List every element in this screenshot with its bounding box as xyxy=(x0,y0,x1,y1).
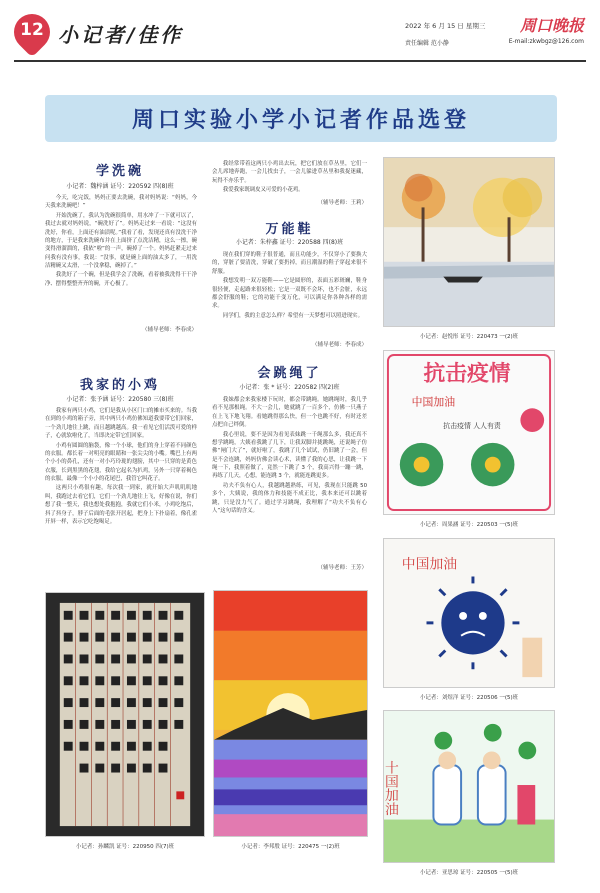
picture-caption: 小记者：李邦殷 证号：220475 一(2)班 xyxy=(241,844,340,850)
issue-date: 2022 年 6 月 15 日 星期三 xyxy=(405,22,486,30)
editor-credit: 责任编辑 范小静 xyxy=(405,40,449,47)
article-byline: 小记者：朱梓鑫 证号：220588 四(8)班 xyxy=(235,239,344,246)
article-paragraph: 我妹都会来我家楼下玩时，都会带跳绳。她跳绳时，我几乎看不见那根绳。不大一会儿，她就跳了一百多个，仿佛一只燕子在上飞下地飞翔。看她跳得那么快，但一个也跳不好，有时还差点把自己绊倒。 xyxy=(212,397,367,429)
sunset-painting xyxy=(213,590,368,837)
calligraphy-artwork xyxy=(45,592,205,837)
article-paragraph: 这两只小鸡很有趣，每次我一到家，就开始大声叽叽叽地叫，我跑过去看它们，它们一个劲儿地往上飞，好像在说，你们想了我一整天，我也想处我抱抱，我就它们小米，小鸡吃饱后，抖了抖身子，脖子后面的毛张开居起，把身上下扑扇着，像孔雀开屏一样，表示它吃饱喝足。 xyxy=(45,485,197,525)
article-byline: 小记者：张 * 证号：220582 四(2)班 xyxy=(239,384,340,391)
article-paragraph: 我心里说，要不是因为看见表妹跳一千绳那么多，我还真不想学跳绳，大姨看我跳了几下，让我双脚并拢跳绳，还说绳子仿佛“闸门大了”，就好啦了，我跳了几个试试，仍旧跳了一会，但是不会连跳，妈妈仿佛会读心术，读懂了我的心思，让我跳一下绳一下，我照着做了，竟然一下跳了 3 个，我高兴得一蹦一跳，再练了几天，心想，能连跳 3 个，就能连跳更多。 xyxy=(212,431,367,480)
article-body xyxy=(212,251,367,327)
article-byline: 小记者：张予涵 证号：220580 三(8)班 xyxy=(66,396,174,403)
drawing-slogan: 中国加油 xyxy=(401,556,458,573)
article-body xyxy=(45,194,197,312)
article-teacher: （辅导老师：王莉） xyxy=(317,200,367,206)
article-paragraph: 功夫不负有心人，我越跳越熟练，可见，我现在只能跳 50 多个，大姨说，我的体力和技能不成正比，我本来还可以跳着跳，只是没力气了。通过学习跳绳，我理解了“功夫不负有心人”这句话的含义。 xyxy=(212,482,367,514)
contact-email: E-mail:zkwbgz@126.com xyxy=(508,38,584,45)
banner-title: 周口实验小学小记者作品选登 xyxy=(131,107,470,133)
article-paragraph: 今天，吃完饭，妈妈正要去洗碗，我对妈妈说：“妈妈，今天我来洗碗吧！” xyxy=(45,195,197,210)
article-body xyxy=(45,407,197,575)
article-paragraph: 现在我们穿的鞋子很普通，而且功能少，不仅穿小了要换大的，穿脏了要清洗，穿破了要扔掉，而且潮湿的鞋子穿起来很不舒服。 xyxy=(212,252,367,275)
page-number-badge xyxy=(14,14,50,56)
anti-epidemic-poster xyxy=(383,350,555,515)
picture-caption: 小记者：刘煜洋 证号：220506 一(5)班 xyxy=(419,695,519,701)
poster-slogan: 中国加油 xyxy=(411,395,456,409)
poster-title: 抗击疫情 xyxy=(423,361,511,387)
picture-caption: 小记者：赵悦彤 证号：220473 一(2)班 xyxy=(419,334,519,340)
article-paragraph: 我经常带着这两只小鸡出去玩，把它们放在草丛里，它们一会儿席地奔跑，一会儿找虫子，一会儿躲进草丛里和我捉迷藏，玩得不亦乐乎。 xyxy=(212,161,367,184)
article-body-continued xyxy=(212,160,367,194)
picture-caption: 小记者：孙麟凯 证号：220950 四(7)班 xyxy=(75,844,175,850)
drawing-slogan: 十国加油 xyxy=(381,760,398,816)
article-teacher: （辅导老师：李春成） xyxy=(311,342,367,348)
article-title: 会跳绳了 xyxy=(257,366,322,381)
picture-caption: 小记者：亚思琼 证号：220505 一(5)班 xyxy=(419,870,519,876)
article-title: 万能鞋 xyxy=(265,222,314,237)
article-paragraph: 小鸡有圆圆的脑袋，像一个小球，他们的身上穿着不同颜色的衣服。都长着一对明亮的眼睛和一张尖尖的小嘴。嘴巴上有两个小小的鼻孔，还有一对小巧玲珑的翅膀，其中一只穿的是黄色衣服，长到黑黑的花翅，我给它起名为扒鸡，另外一只穿着褐色的衣服，最像一个小小的花尾巴，我管它叫花子。 xyxy=(45,442,197,482)
article-teacher: （辅导老师：李春成） xyxy=(141,327,197,333)
article-paragraph: 我洗好了一个碗，但是我学会了洗碗，看着被我洗得干干净净、摆得整整齐齐的碗，开心极了。 xyxy=(45,272,197,287)
article-teacher: （辅导老师：王芳） xyxy=(317,565,367,571)
picture-caption: 小记者：周果涵 证号：220503 一(5)班 xyxy=(419,522,519,528)
article-paragraph: 我家有两只小鸡，它们是我从小区门口的摊市买来的。当我在到的小鸡的箱子旁，其中两只小鸡仿佛知道我要带它们回家，一个劲儿地往上跳，而且越跳越高。我一看见它们活泼可爱的样子，心就软啦化了，当即决定带它们回家。 xyxy=(45,408,197,440)
article-title: 我家的小鸡 xyxy=(79,378,160,393)
article-paragraph: 同学们，我的主意怎么样？希望有一天梦想可以照进现实。 xyxy=(222,312,363,319)
virus-drawing xyxy=(383,538,555,688)
newspaper-logo: 周口晚报 xyxy=(519,16,584,35)
page-banner xyxy=(45,95,557,142)
article-paragraph: 我爱我家既调皮又可爱的小花鸡。 xyxy=(222,187,304,194)
doctors-drawing xyxy=(383,710,555,863)
article-byline: 小记者：魏梓涵 证号：220592 四(8)班 xyxy=(66,183,174,190)
article-body xyxy=(212,396,367,554)
article-paragraph: 开始洗碗了，我认为洗碗很简单，用水冲了一下就可以了，我过去就对妈妈说，“碗洗好了”。妈妈走过来一看说：“这没有洗好，你看，上面还有油渍呢。”我看了看，发现还真有没洗干净的地方，于是我来洗碗布并在上面挤了点洗洁精，这么一擦，碗变得滑溜溜的，我依“啦”的一声，碗掉了一个。妈妈赶紧走过来问我有没有事，我说：“没事，就是碗上面的油太多了，一用洗洁精碗又太滑，一个没拿稳，碗掉了。” xyxy=(45,212,197,269)
section-title: 小记者/佳作 xyxy=(58,23,184,47)
landscape-painting xyxy=(383,157,555,327)
article-paragraph: 我想发明一双万能鞋——它是圆形的，表面五彩斑斓，鞋身很轻便，走起路来很轻松；它是一双既不会坏，也不会脏，永远都会舒服的鞋；它的功能千变万化，可以满足你各种各样的需求。 xyxy=(212,278,367,310)
article-title: 学洗碗 xyxy=(95,164,144,179)
page-number: 12 xyxy=(20,20,44,40)
poster-subtitle: 抗击疫情 人人有责 xyxy=(443,422,501,431)
header-rule xyxy=(14,60,586,62)
